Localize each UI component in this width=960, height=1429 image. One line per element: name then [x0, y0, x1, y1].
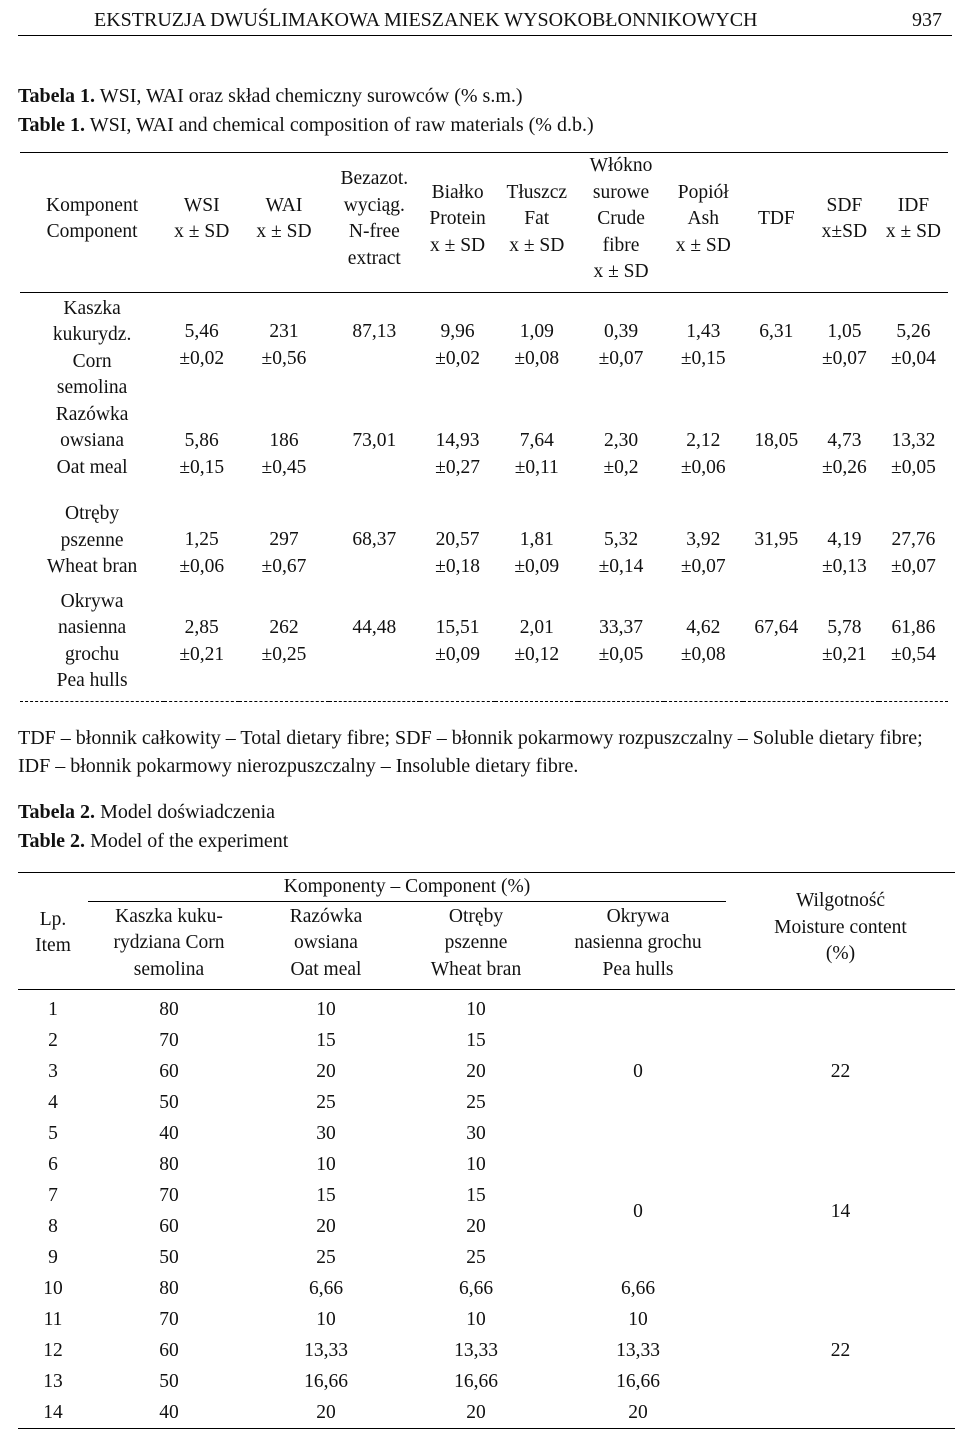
value-cell: 60: [159, 1061, 179, 1082]
value-cell: 40: [159, 1123, 179, 1144]
value-cell: 44,48: [352, 617, 397, 638]
table2-header-item: Lp. Item: [35, 908, 71, 956]
moisture-cell: 22: [830, 1340, 851, 1361]
value-cell: 14,93 ±0,27: [435, 430, 480, 478]
value-cell: 2,12 ±0,06: [680, 430, 726, 478]
table1-header-tdf: TDF: [757, 208, 795, 229]
value-cell: 20,57 ±0,18: [435, 529, 480, 577]
value-cell: 16,66: [616, 1371, 660, 1392]
table1-header-fibre: Włókno surowe Crude fibre x ± SD: [589, 155, 653, 282]
value-cell: 73,01: [352, 430, 397, 451]
value-cell: 5,26 ±0,04: [891, 321, 936, 369]
value-cell: 9,96 ±0,02: [435, 321, 480, 369]
value-cell: 31,95: [754, 529, 799, 550]
value-cell: 33,37 ±0,05: [598, 617, 644, 665]
item-cell: 8: [48, 1216, 58, 1237]
value-cell: 15: [316, 1030, 336, 1051]
value-cell: 16,66: [454, 1371, 498, 1392]
value-cell: 10: [316, 1309, 336, 1330]
value-cell: 68,37: [352, 529, 397, 550]
table1-footnote: TDF – błonnik całkowity – Total dietary fibre; SDF – błonnik pokarmowy rozpuszczalny – Soluble dietary fibre; IDF – błonnik pokarmowy nierozpuszczalny – Insoluble dietary fibre.: [18, 727, 923, 777]
value-cell: 61,86 ±0,54: [891, 617, 936, 665]
item-cell: 10: [43, 1278, 63, 1299]
value-cell: 20: [466, 1216, 486, 1237]
value-cell: 1,05 ±0,07: [821, 321, 867, 369]
value-cell: 80: [159, 1154, 179, 1175]
value-cell: 50: [159, 1371, 179, 1392]
item-cell: 5: [48, 1123, 58, 1144]
value-cell: 15: [466, 1185, 486, 1206]
value-cell: 13,33: [304, 1340, 348, 1361]
value-cell: 13,33: [616, 1340, 660, 1361]
table1-header-component: Komponent Component: [46, 194, 139, 243]
value-cell: 25: [466, 1247, 486, 1268]
value-cell: 15: [316, 1185, 336, 1206]
value-cell: 186 ±0,45: [261, 430, 307, 478]
table1-header-nfree: Bezazot. wyciąg. N-free extract: [340, 168, 409, 269]
value-cell: 6,66: [308, 1278, 344, 1299]
value-cell: 231 ±0,56: [261, 321, 307, 369]
table1-header-protein: Białko Protein x ± SD: [429, 181, 486, 256]
table2-header-wheat: Otręby pszenne Wheat bran: [430, 905, 522, 980]
value-cell: 50: [159, 1247, 179, 1268]
value-cell: 5,78 ±0,21: [821, 617, 867, 665]
table1-header-fat: Tłuszcz Fat x ± SD: [506, 181, 568, 256]
item-cell: 3: [48, 1061, 58, 1082]
value-cell: 2,01 ±0,12: [514, 617, 560, 665]
table2-caption-pl: Tabela 2. Model doświadczenia: [18, 801, 276, 823]
table1-header-row: [20, 153, 948, 293]
material-cell: Otręby pszenne Wheat bran: [46, 503, 138, 577]
item-cell: 6: [48, 1154, 58, 1175]
table2-caption-en: Table 2. Model of the experiment: [18, 830, 289, 852]
value-cell: 25: [316, 1092, 336, 1113]
value-cell: 6,66: [458, 1278, 494, 1299]
table-row: [20, 292, 948, 402]
value-cell: 30: [316, 1123, 336, 1144]
value-cell: 1,09 ±0,08: [514, 321, 560, 369]
page-number: 937: [912, 9, 942, 31]
table2-header-oat: Razówka owsiana Oat meal: [289, 905, 363, 980]
value-cell: 10: [316, 999, 336, 1020]
value-cell: 15: [466, 1030, 486, 1051]
value-cell: 10: [466, 1154, 486, 1175]
value-cell: 0: [633, 1200, 643, 1222]
value-cell: 0: [633, 1061, 643, 1082]
running-head-title: EKSTRUZJA DWUŚLIMAKOWA MIESZANEK WYSOKOBŁONNIKOWYCH: [94, 9, 758, 31]
item-cell: 4: [48, 1092, 58, 1113]
value-cell: 1,81 ±0,09: [514, 529, 560, 577]
value-cell: 18,05: [754, 430, 799, 451]
table-row: [20, 402, 948, 482]
table1-header-wai: WAI x ± SD: [256, 194, 312, 243]
value-cell: 40: [159, 1402, 179, 1423]
value-cell: 13,33: [454, 1340, 498, 1361]
value-cell: 262 ±0,25: [261, 617, 307, 665]
table2: [18, 872, 955, 1429]
value-cell: 16,66: [304, 1371, 348, 1392]
value-cell: 15,51 ±0,09: [435, 617, 480, 665]
item-cell: 12: [43, 1340, 63, 1361]
item-cell: 9: [48, 1247, 58, 1268]
table2-header-pea: Okrywa nasienna grochu Pea hulls: [574, 905, 702, 980]
value-cell: 1,25 ±0,06: [179, 529, 225, 577]
item-cell: 7: [48, 1185, 58, 1206]
table-row: [18, 990, 955, 1026]
item-cell: 1: [48, 999, 58, 1020]
table1-header-idf: IDF x ± SD: [885, 194, 942, 243]
table-row: [20, 581, 948, 702]
table-row: [18, 1273, 955, 1304]
material-cell: Okrywa nasienna grochu Pea hulls: [56, 590, 128, 691]
table-row: [20, 481, 948, 581]
value-cell: 70: [159, 1030, 179, 1051]
value-cell: 10: [466, 999, 486, 1020]
value-cell: 5,86 ±0,15: [179, 430, 225, 478]
value-cell: 20: [316, 1402, 336, 1423]
table2-header-moisture: Wilgotność Moisture content (%): [774, 890, 907, 965]
value-cell: 25: [466, 1092, 486, 1113]
item-cell: 14: [43, 1402, 63, 1423]
table2-header-corn: Kaszka kuku- rydziana Corn semolina: [113, 905, 225, 980]
value-cell: 20: [316, 1216, 336, 1237]
table1-header-ash: Popiół Ash x ± SD: [675, 181, 731, 256]
value-cell: 87,13: [352, 321, 397, 342]
moisture-cell: 14: [830, 1200, 851, 1222]
value-cell: 4,73 ±0,26: [821, 430, 867, 478]
value-cell: 297 ±0,67: [261, 529, 307, 577]
table1-header-wsi: WSI x ± SD: [174, 194, 230, 243]
value-cell: 10: [628, 1309, 648, 1330]
value-cell: 2,85 ±0,21: [179, 617, 225, 665]
value-cell: 2,30 ±0,2: [603, 430, 639, 478]
item-cell: 11: [43, 1309, 63, 1330]
table2-header-row: [18, 873, 955, 902]
value-cell: 60: [159, 1216, 179, 1237]
moisture-cell: 22: [830, 1061, 851, 1082]
item-cell: 2: [48, 1030, 58, 1051]
running-head: [18, 5, 952, 36]
value-cell: 50: [159, 1092, 179, 1113]
value-cell: 4,19 ±0,13: [821, 529, 867, 577]
value-cell: 80: [159, 999, 179, 1020]
value-cell: 30: [466, 1123, 486, 1144]
table2-header-components: Komponenty – Component (%): [88, 873, 726, 902]
value-cell: 20: [466, 1061, 486, 1082]
value-cell: 10: [316, 1154, 336, 1175]
table1: [20, 152, 948, 702]
material-cell: Kaszka kukurydz. Corn semolina: [52, 297, 132, 398]
value-cell: 60: [159, 1340, 179, 1361]
value-cell: 13,32 ±0,05: [891, 430, 936, 478]
value-cell: 10: [466, 1309, 486, 1330]
value-cell: 4,62 ±0,08: [680, 617, 726, 665]
value-cell: 3,92 ±0,07: [680, 529, 726, 577]
material-cell: Razówka owsiana Oat meal: [55, 403, 129, 478]
value-cell: 7,64 ±0,11: [514, 430, 559, 478]
value-cell: 1,43 ±0,15: [680, 321, 726, 369]
value-cell: 20: [466, 1402, 486, 1423]
value-cell: 25: [316, 1247, 336, 1268]
table1-caption-en: Table 1. WSI, WAI and chemical composition of raw materials (% d.b.): [18, 114, 594, 136]
value-cell: 0,39 ±0,07: [598, 321, 644, 369]
value-cell: 27,76 ±0,07: [891, 529, 936, 577]
value-cell: 20: [316, 1061, 336, 1082]
value-cell: 5,32 ±0,14: [598, 529, 644, 577]
value-cell: 6,66: [620, 1278, 656, 1299]
item-cell: 13: [43, 1371, 63, 1392]
value-cell: 5,46 ±0,02: [179, 321, 225, 369]
value-cell: 6,31: [759, 321, 794, 342]
value-cell: 20: [628, 1402, 648, 1423]
value-cell: 70: [159, 1185, 179, 1206]
table-row: [18, 1149, 955, 1180]
table1-caption-pl: Tabela 1. WSI, WAI oraz skład chemiczny surowców (% s.m.): [18, 85, 523, 107]
table1-header-sdf: SDF x±SD: [821, 194, 868, 243]
value-cell: 80: [159, 1278, 179, 1299]
value-cell: 67,64: [754, 617, 799, 638]
value-cell: 70: [159, 1309, 179, 1330]
